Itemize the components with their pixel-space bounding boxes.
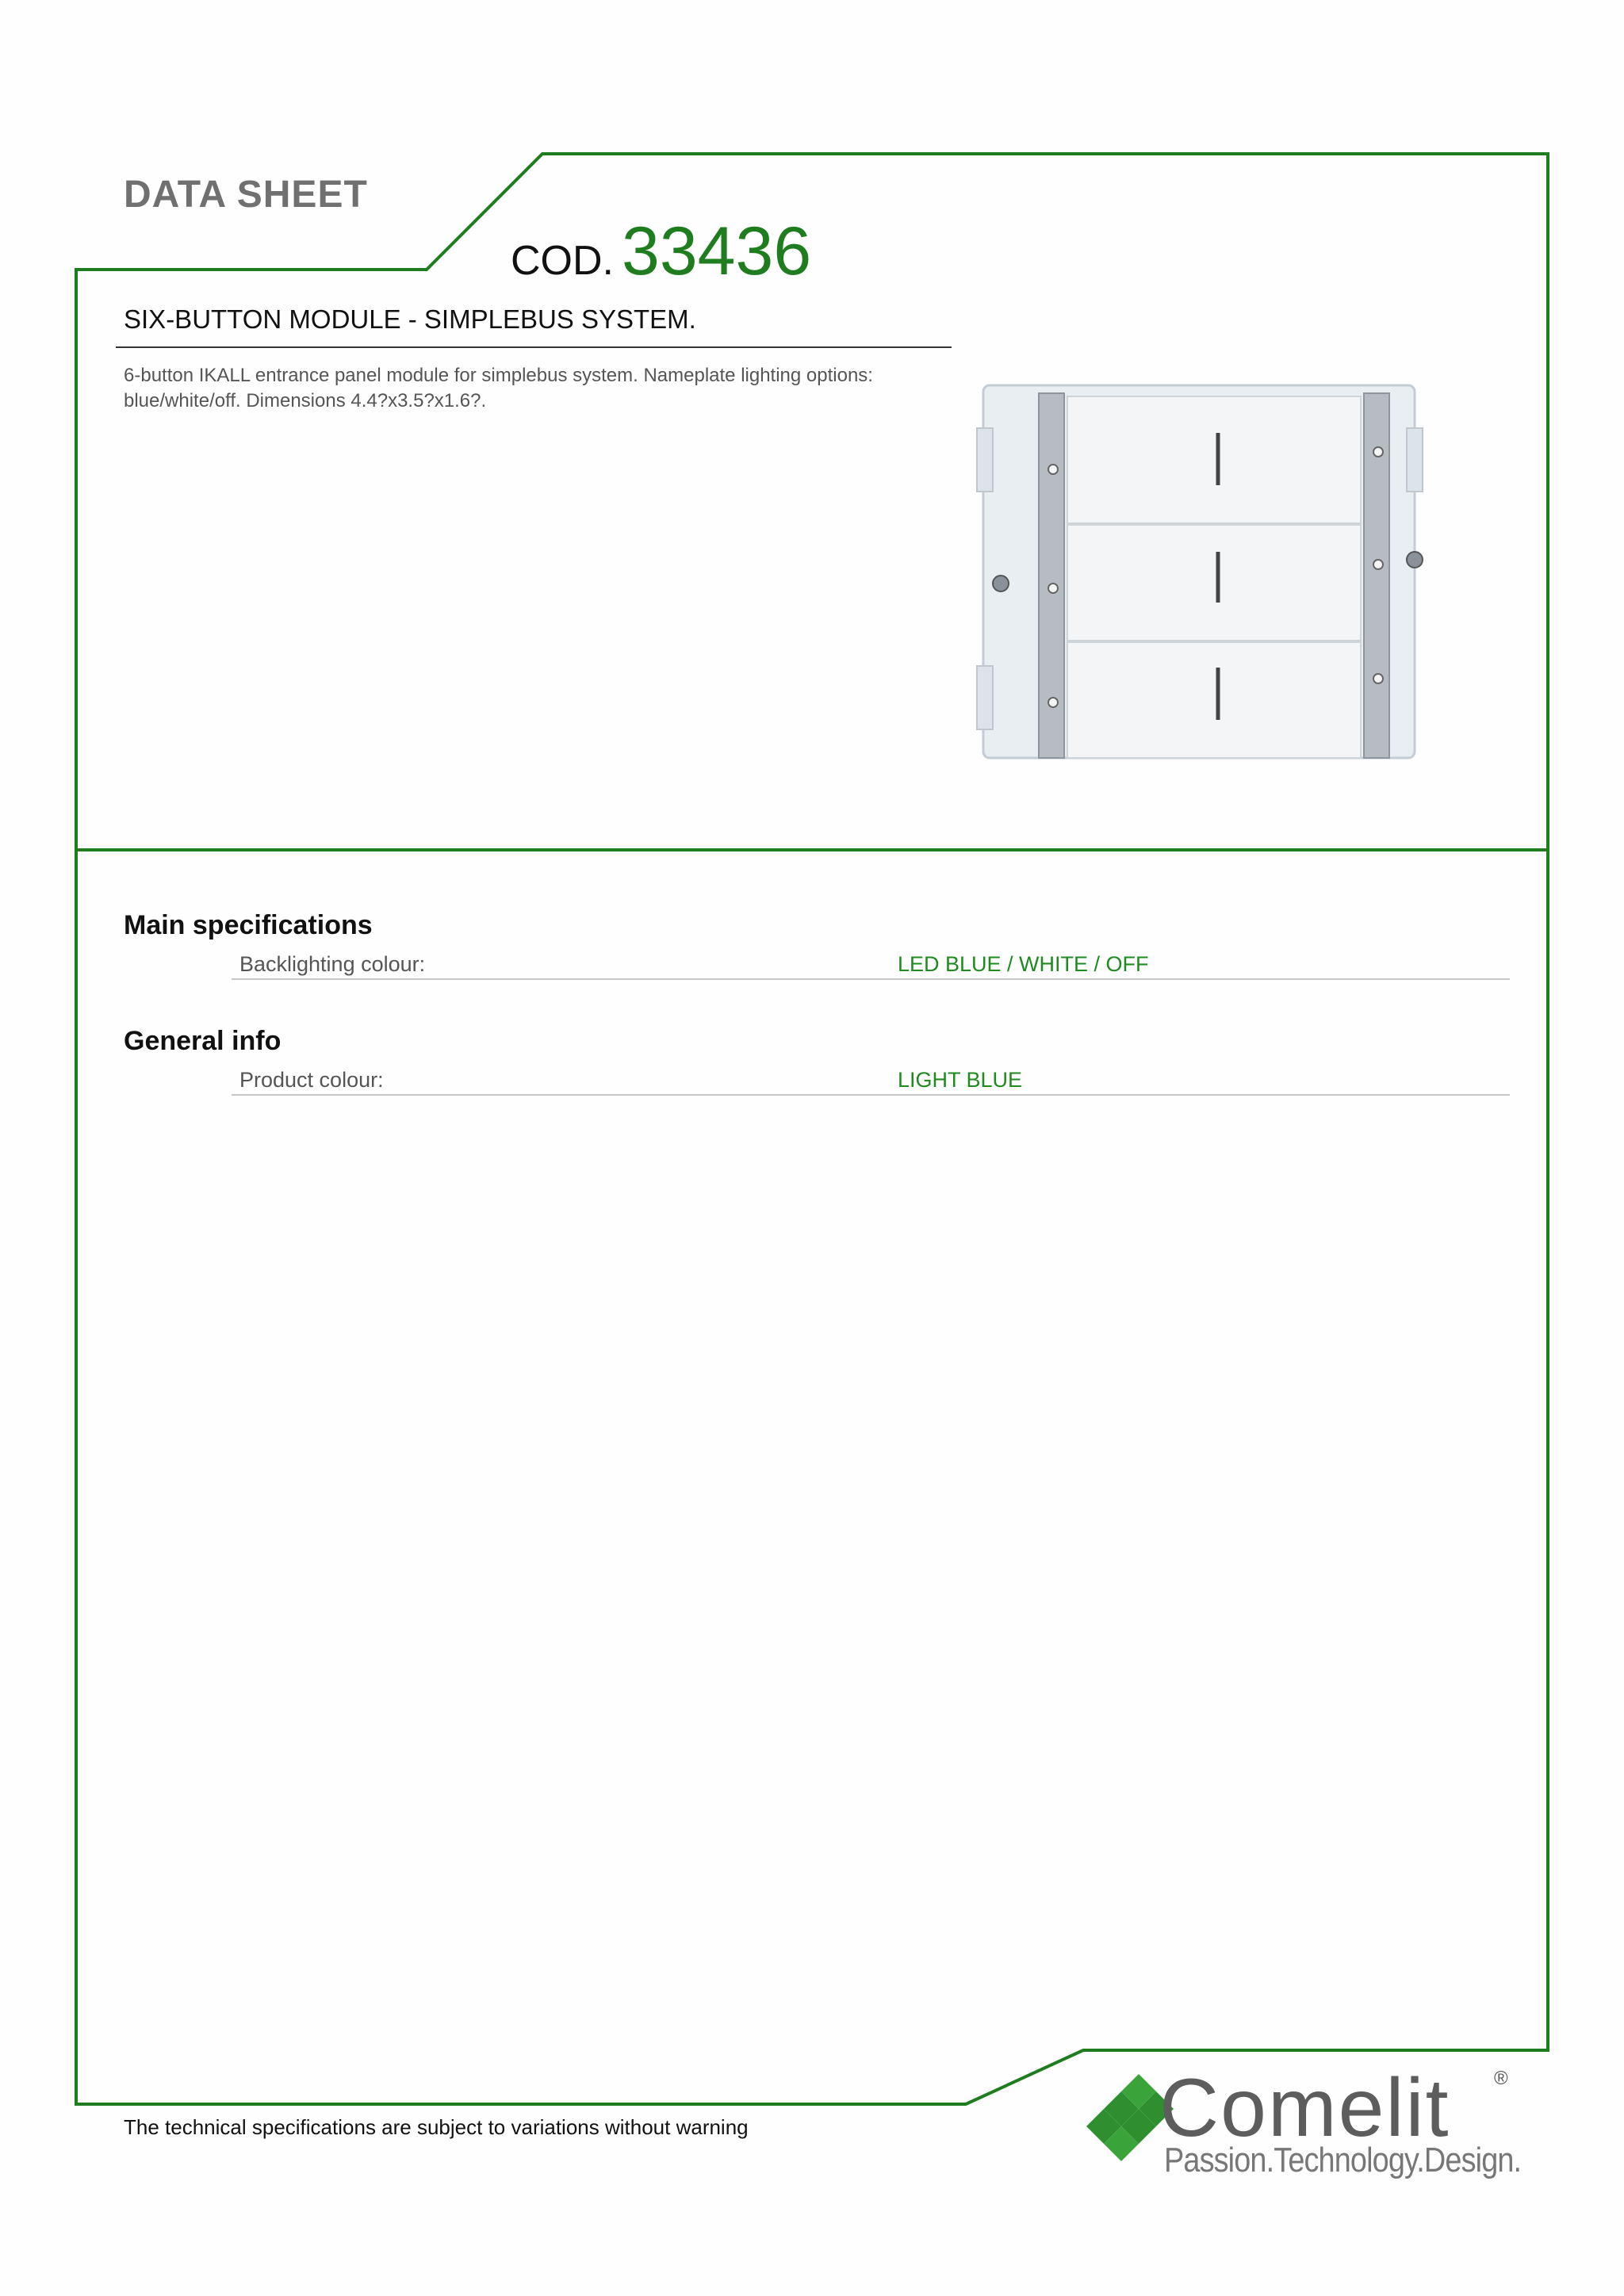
spec-value: LIGHT BLUE <box>898 1068 1023 1092</box>
spec-label: Backlighting colour: <box>239 952 426 976</box>
code-number: 33436 <box>622 213 812 289</box>
spec-row <box>232 945 1510 980</box>
product-description: 6-button IKALL entrance panel module for simplebus system. Nameplate lighting options: blue/white/off. Dimensions 4.4?x3.5?x1.6?. <box>124 365 873 411</box>
section-title-general-info: General info <box>124 1026 282 1056</box>
product-code <box>511 212 811 291</box>
code-label: COD. <box>511 238 614 284</box>
spec-label: Product colour: <box>239 1068 384 1092</box>
spec-row <box>232 1061 1510 1096</box>
product-image <box>977 385 1423 758</box>
footer-disclaimer: The technical specifications are subject to variations without warning <box>124 2115 749 2139</box>
registered-mark: ® <box>1494 2068 1508 2089</box>
product-title: SIX-BUTTON MODULE - SIMPLEBUS SYSTEM. <box>124 304 696 334</box>
section-title-main-specifications: Main specifications <box>124 910 373 940</box>
document-type-heading: DATA SHEET <box>124 174 368 216</box>
brand-tagline: Passion.Technology.Design. <box>1164 2141 1522 2179</box>
spec-value: LED BLUE / WHITE / OFF <box>898 952 1149 976</box>
brand-name: Comelit <box>1159 2062 1450 2154</box>
